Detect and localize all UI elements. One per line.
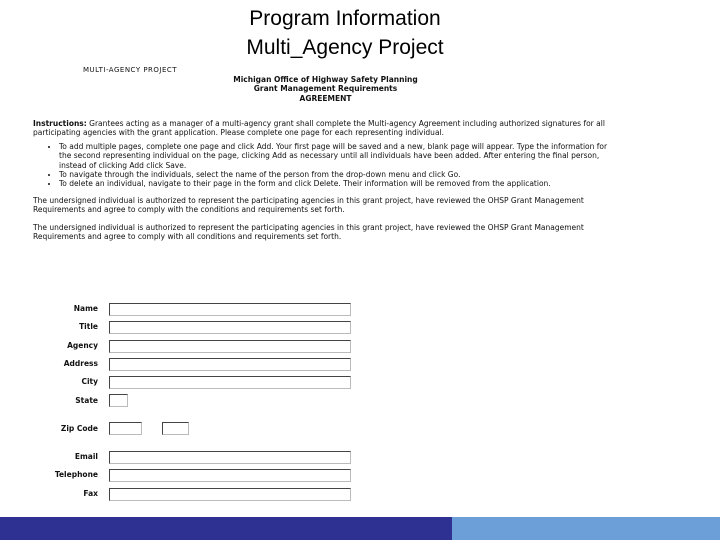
agency-input[interactable] (109, 340, 351, 353)
form-org: Michigan Office of Highway Safety Planning (233, 75, 418, 85)
title-label: Title (79, 322, 98, 331)
slide-subtitle: Multi_Agency Project (246, 36, 444, 59)
list-item: • To add multiple pages, complete one page and click Add. Your first page will be saved and a new, blank page will appear. Type the information for the second representing individual on the page, clicking Add as necessary until all individuals have been added. After entering the final person, instead of clicking Add click Save. (59, 142, 618, 170)
fax-input[interactable] (109, 488, 351, 501)
telephone-input[interactable] (109, 469, 351, 482)
slide-title: Program Information (249, 7, 441, 30)
state-input[interactable] (109, 394, 128, 407)
telephone-label: Telephone (54, 470, 98, 479)
fax-label: Fax (83, 489, 98, 498)
address-label: Address (63, 359, 98, 368)
email-label: Email (74, 452, 98, 461)
footer-bar-left (0, 517, 452, 540)
agreement-text-2: The undersigned individual is authorized to represent the participating agencies in this grant project, have reviewed the OHSP Grant Management Requirements and agree to comply with all conditions and requirements set forth. (33, 222, 584, 241)
footer-bar-right (452, 517, 720, 540)
list-item: • To navigate through the individuals, select the name of the person from the drop-down menu and click Go. (59, 170, 618, 179)
name-label: Name (73, 304, 98, 313)
city-label: City (81, 377, 98, 386)
list-item: • To delete an individual, navigate to their page in the form and click Delete. Their information will be removed from the application. (59, 179, 618, 188)
address-input[interactable] (109, 358, 351, 371)
name-input[interactable] (109, 303, 351, 316)
instructions-list (33, 142, 618, 188)
form-document (33, 66, 618, 241)
contact-form (0, 300, 720, 510)
instructions-text: Grantees acting as a manager of a multi-agency grant shall complete the Multi-agency Agreement including authorized signatures for all participating agencies with the grant application. Please complete one page for each representing individual. (33, 118, 605, 138)
form-doc-title: AGREEMENT (299, 93, 352, 103)
agreement-text-1: The undersigned individual is authorized to represent the participating agencies in this grant project, have reviewed the OHSP Grant Management Requirements and agree to comply with the conditions and requirements set forth. (33, 196, 584, 215)
form-small-title: MULTI-AGENCY PROJECT (83, 66, 178, 74)
agency-label: Agency (67, 341, 98, 350)
form-subtitle: Grant Management Requirements (253, 84, 398, 94)
form-header (33, 66, 618, 103)
zip-input-1[interactable] (109, 422, 142, 435)
state-label: State (75, 396, 98, 405)
title-input[interactable] (109, 321, 351, 334)
instructions (33, 119, 618, 137)
zip-input-2[interactable] (162, 422, 189, 435)
city-input[interactable] (109, 376, 351, 389)
zip-label: Zip Code (60, 424, 98, 433)
email-input[interactable] (109, 451, 351, 464)
instructions-label: Instructions: (33, 118, 87, 128)
